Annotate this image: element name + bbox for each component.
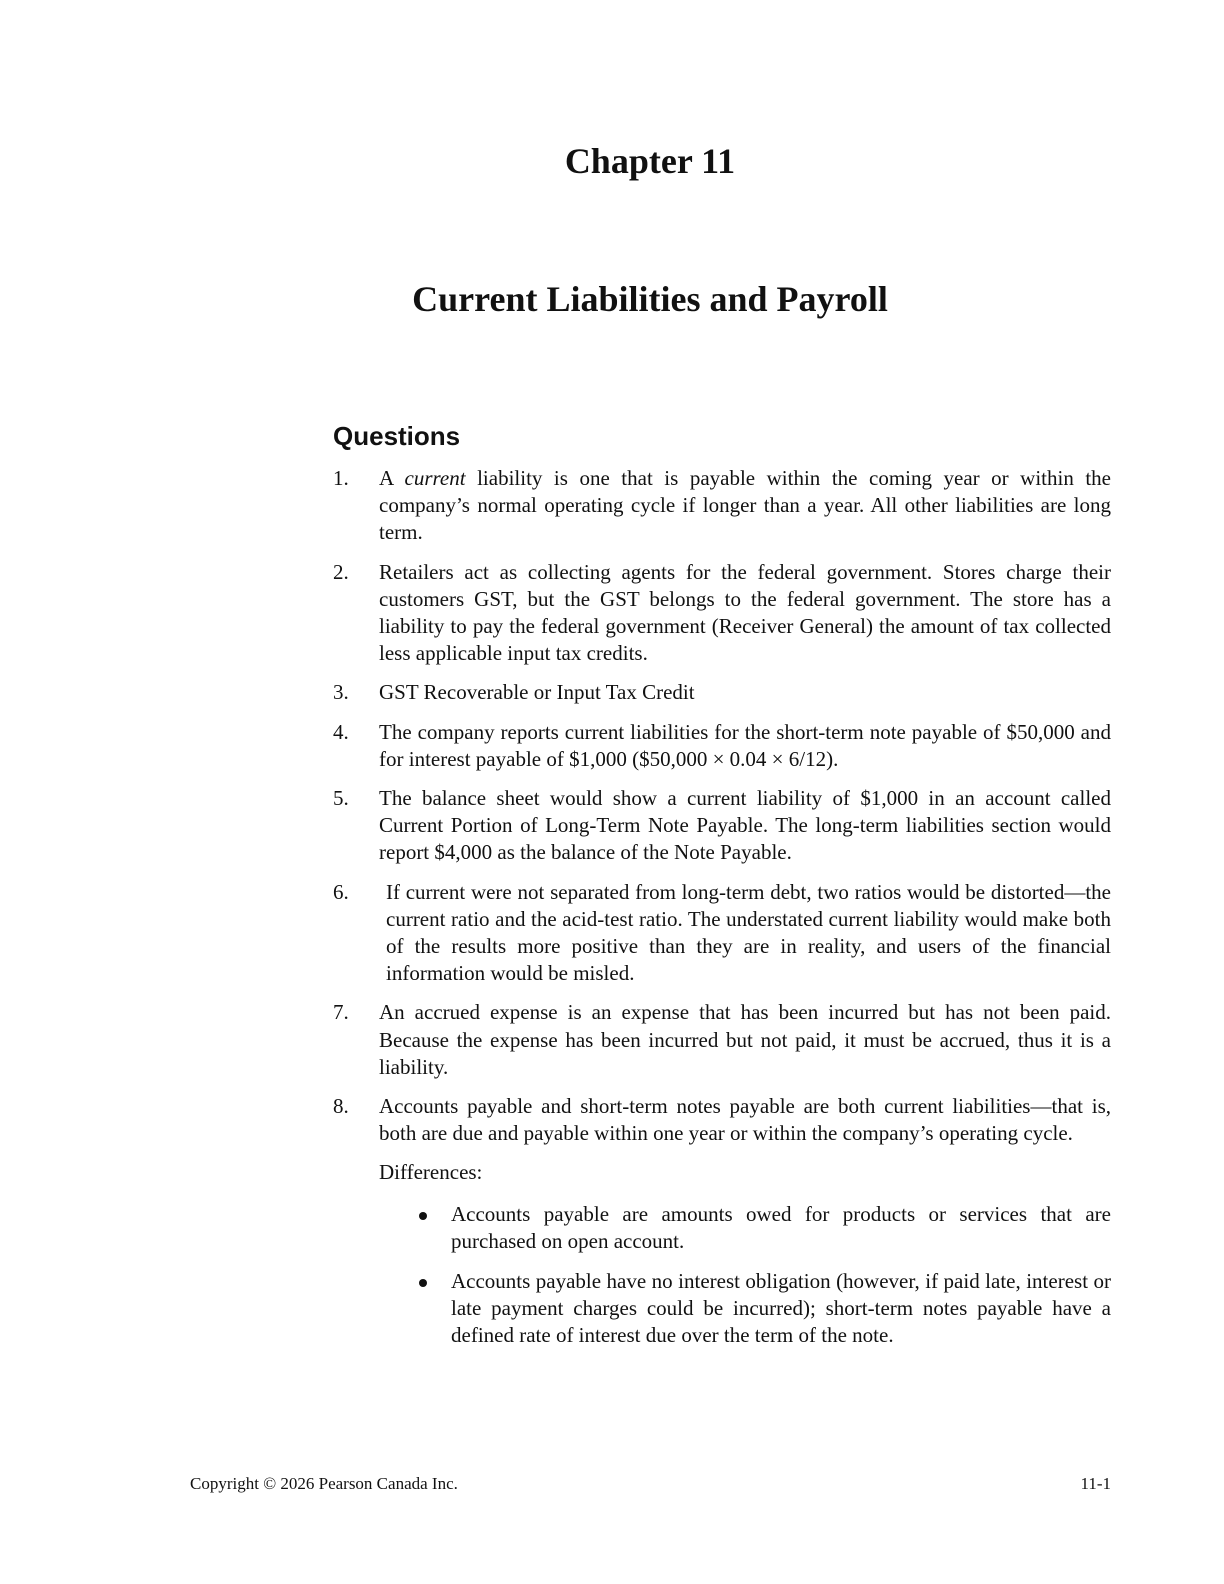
question-item-4 bbox=[333, 719, 1111, 773]
list-item bbox=[379, 1201, 1111, 1255]
question-item-5 bbox=[333, 785, 1111, 867]
chapter-title: Current Liabilities and Payroll bbox=[412, 279, 888, 319]
question-answer bbox=[379, 465, 1111, 547]
question-answer: Retailers act as collecting agents for the federal government. Stores charge their customers GST, but the GST belongs to the federal government. The store has a liability to pay the federal government (Receiver General) the amount of tax collected less applicable input tax credits. bbox=[379, 559, 1111, 666]
question-answer: An accrued expense is an expense that has been incurred but has not been paid. Because the expense has been incurred but not paid, it must be accrued, thus it is a liability. bbox=[379, 1000, 1111, 1079]
bullet-icon bbox=[379, 1201, 451, 1255]
emphasized-term: current bbox=[404, 466, 466, 490]
differences-label: Differences: bbox=[379, 1160, 483, 1185]
question-answer: The balance sheet would show a current liability of $1,000 in an account called Current Portion of Long-Term Note Payable. The long-term liabilities section would report $4,000 as the balance of the Note Payable. bbox=[379, 786, 1111, 865]
question-number: 7. bbox=[333, 1000, 349, 1025]
question-number: 2. bbox=[333, 559, 349, 584]
question-number: 1. bbox=[333, 466, 349, 490]
list-item bbox=[379, 1268, 1111, 1350]
question-number: 5. bbox=[333, 786, 349, 811]
footer-page-number: 11-1 bbox=[1080, 1474, 1111, 1493]
bullet-icon bbox=[379, 1268, 451, 1350]
question-item-3 bbox=[333, 679, 1111, 706]
question-item-7 bbox=[333, 999, 1111, 1081]
question-number: 4. bbox=[333, 719, 349, 744]
question-answer: GST Recoverable or Input Tax Credit bbox=[379, 680, 695, 705]
bullet-text: Accounts payable are amounts owed for products or services that are purchased on open account. bbox=[451, 1201, 1111, 1253]
question-answer: The company reports current liabilities for the short-term note payable of $50,000 and for interest payable of $1,000 ($50,000 × 0.04 × 6/12). bbox=[379, 719, 1111, 771]
bullet-text: Accounts payable have no interest obligation (however, if paid late, interest or late payment charges could be incurred); short-term notes payable have a defined rate of interest due over the term of the note. bbox=[451, 1269, 1111, 1348]
question-item-8 bbox=[333, 1093, 1111, 1363]
questions-list bbox=[333, 465, 1111, 1375]
question-number: 8. bbox=[333, 1094, 349, 1119]
question-item-1 bbox=[333, 465, 1111, 547]
differences-list bbox=[379, 1201, 1111, 1350]
question-number: 3. bbox=[333, 680, 349, 705]
section-heading: Questions bbox=[333, 421, 461, 451]
question-text-rest: liability is one that is payable within the coming year or within the company’s normal operating cycle if longer than a year. All other liabilities are long term. bbox=[379, 466, 1111, 545]
question-answer: If current were not separated from long-term debt, two ratios would be distorted—the current ratio and the acid-test ratio. The understated current liability would make both of the results more positive than they are in reality, and users of the financial information would be misled. bbox=[386, 879, 1111, 986]
question-item-2 bbox=[333, 559, 1111, 668]
question-answer bbox=[379, 1093, 1111, 1363]
question-item-6 bbox=[333, 879, 1111, 988]
question-text-lead: A bbox=[379, 466, 405, 490]
footer-copyright: Copyright © 2026 Pearson Canada Inc. bbox=[190, 1474, 458, 1493]
question-number: 6. bbox=[333, 879, 349, 904]
question-text: Accounts payable and short-term notes payable are both current liabilities—that is, both are due and payable within one year or within the company’s operating cycle. bbox=[379, 1094, 1111, 1146]
chapter-number: Chapter 11 bbox=[564, 141, 736, 181]
